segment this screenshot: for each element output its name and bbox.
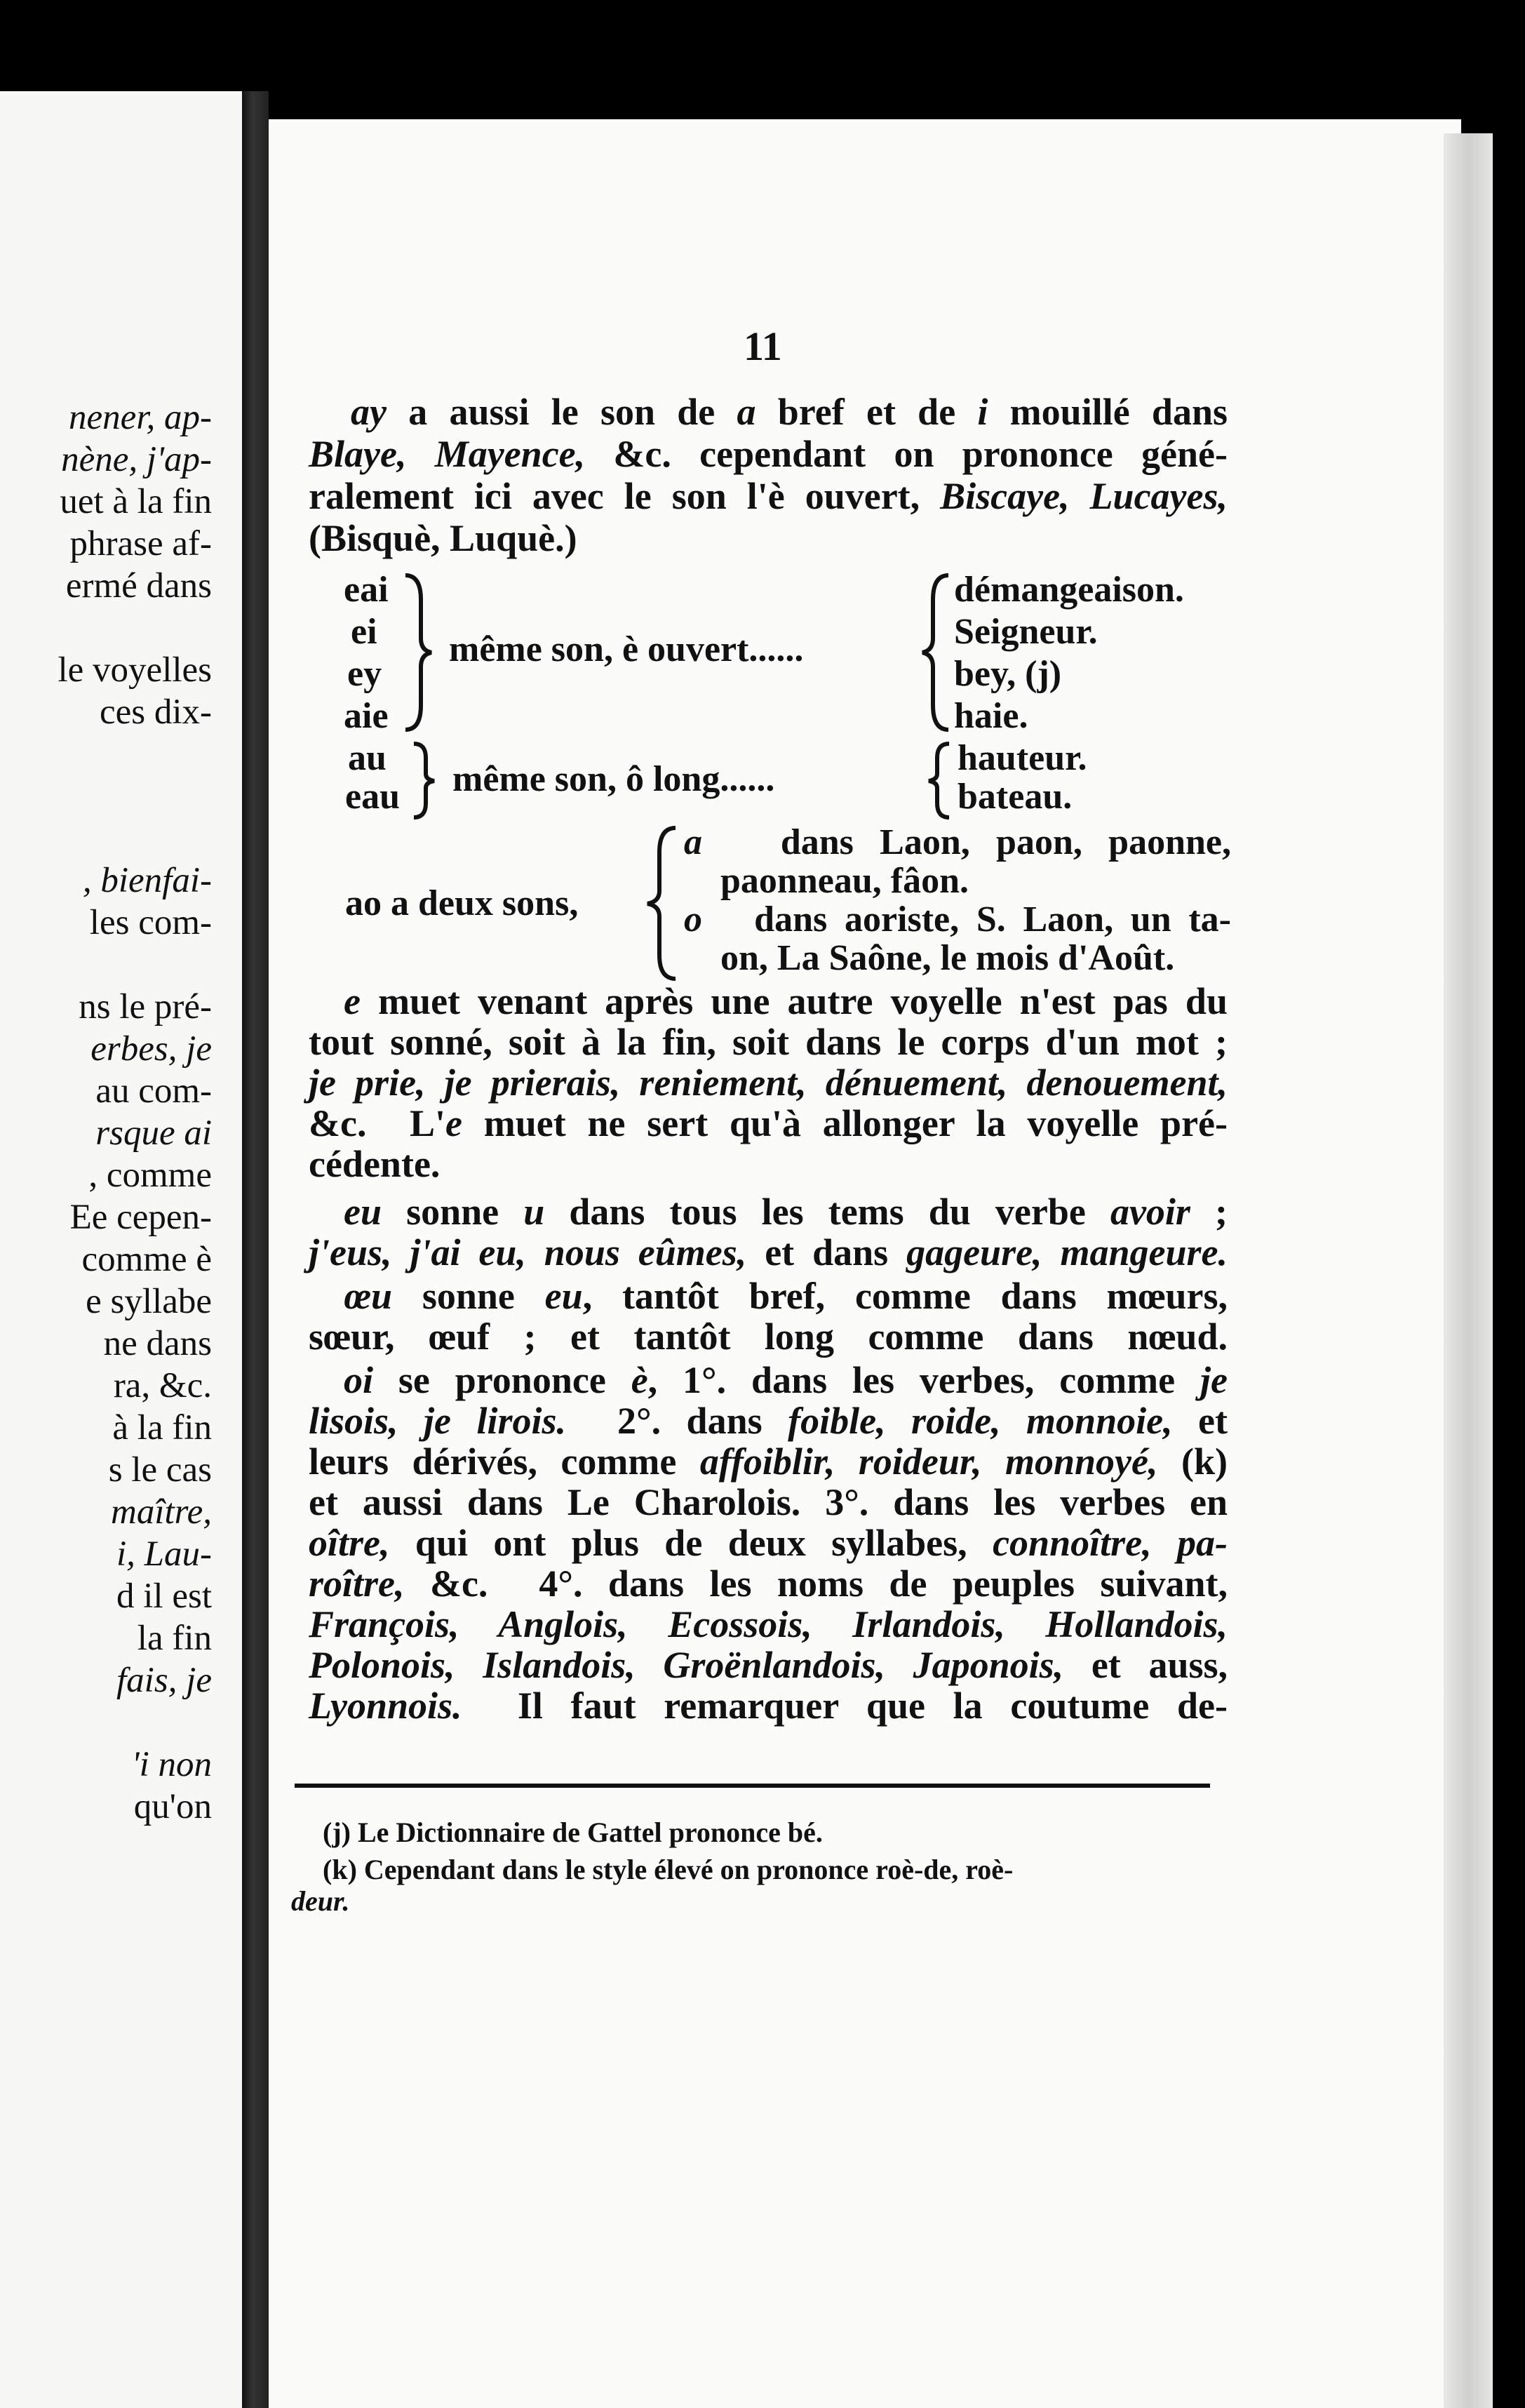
group2-left-item: au [348, 738, 387, 778]
body-line: tout sonné, soit à la fin, soit dans le corps d'un mot ; [309, 1021, 1228, 1063]
text-line-1: ay a aussi le son de a bref et de i mouillé dans [351, 391, 1228, 433]
group2-middle: même son, ô long...... [452, 759, 775, 799]
right-brace-2 [410, 740, 438, 821]
left-page-line: phrase af- [69, 524, 212, 563]
body-line: roître, &c. 4°. dans les noms de peuples suivant, [309, 1563, 1228, 1605]
left-page-line: comme è [81, 1240, 212, 1279]
left-page-line: , comme [88, 1156, 212, 1195]
left-page-line: au com- [95, 1071, 212, 1111]
group3-right-line-3: o dans aoriste, S. Laon, un ta- [684, 899, 1231, 939]
left-page-line: nène, j'ap- [61, 440, 212, 479]
group3-right-line-2: paonneau, fâon. [720, 861, 969, 901]
left-page-line: e syllabe [86, 1282, 212, 1321]
page-number: 11 [744, 323, 782, 369]
group2-right-item: bateau. [958, 777, 1073, 817]
group3-right-line-4: on, La Saône, le mois d'Août. [720, 938, 1175, 978]
body-line: Lyonnois. Il faut remarquer que la coutume de- [309, 1685, 1228, 1727]
body-line: oi se prononce è, 1°. dans les verbes, comme je [344, 1359, 1228, 1401]
left-page-line: , bienfai- [82, 861, 212, 900]
left-page-line: à la fin [112, 1408, 212, 1447]
body-line: lisois, je lirois. 2°. dans foible, roide, monnoie, et [309, 1400, 1228, 1442]
group2-right-item: hauteur. [958, 738, 1087, 778]
left-page-line: fais, je [116, 1661, 212, 1700]
group1-middle: même son, è ouvert...... [449, 629, 804, 669]
group1-left-item: ei [351, 612, 377, 652]
left-brace-3 [642, 824, 680, 982]
footnote-rule [295, 1784, 1210, 1788]
body-line: François, Anglois, Ecossois, Irlandois, Hollandois, [309, 1603, 1228, 1645]
left-page-line: nener, ap- [69, 398, 212, 437]
text-line-4: (Bisquè, Luquè.) [309, 517, 577, 559]
left-page-line: 'i non [131, 1745, 212, 1784]
left-brace-2 [925, 740, 953, 821]
footnote-k: (k) Cependant dans le style élevé on prononce roè-de, roè- [323, 1854, 1014, 1885]
body-line: je prie, je prierais, reniement, dénuement, denouement, [309, 1062, 1228, 1104]
left-page-line: ne dans [103, 1324, 212, 1363]
left-page-line: maître, [110, 1492, 212, 1532]
text-line-2: Blaye, Mayence, &c. cependant on prononce géné- [309, 433, 1228, 475]
page-edge [1444, 133, 1493, 2408]
footnote-k-continued: deur. [291, 1885, 350, 1917]
book-gutter [242, 91, 269, 2408]
left-page-line: qu'on [133, 1787, 212, 1826]
right-brace-1 [400, 572, 435, 733]
group3-left: ao a deux sons, [345, 883, 579, 923]
text-line-3: ralement ici avec le son l'è ouvert, Biscaye, Lucayes, [309, 475, 1228, 517]
group1-right-item: Seigneur. [954, 612, 1098, 652]
body-line: cédente. [309, 1143, 441, 1185]
body-line: j'eus, j'ai eu, nous eûmes, et dans gageure, mangeure. [309, 1231, 1228, 1273]
body-line: &c. L'e muet ne sert qu'à allonger la voyelle pré- [309, 1102, 1228, 1144]
group1-right-item: démangeaison. [954, 570, 1184, 610]
left-page-line: d il est [116, 1577, 212, 1616]
body-line: sœur, œuf ; et tantôt long comme dans nœud. [309, 1316, 1228, 1358]
left-page-line: i, Lau- [116, 1534, 212, 1574]
body-line: Polonois, Islandois, Groënlandois, Japonois, et auss, [309, 1644, 1228, 1686]
group1-left-item: aie [344, 696, 389, 736]
left-page-line: rsque ai [95, 1113, 212, 1153]
left-page-line: ermé dans [65, 566, 212, 606]
group1-left-item: ey [347, 654, 382, 694]
left-page-line: le voyelles [58, 650, 212, 690]
left-page-line: ns le pré- [79, 987, 212, 1026]
group1-right-item: bey, (j) [954, 654, 1062, 694]
body-line: œu sonne eu, tantôt bref, comme dans mœurs, [344, 1275, 1228, 1317]
left-page-line: erbes, je [90, 1029, 212, 1069]
left-page-line: les com- [89, 903, 212, 942]
left-page-line: ra, &c. [113, 1366, 212, 1405]
body-line: et aussi dans Le Charolois. 3°. dans les verbes en [309, 1481, 1228, 1523]
group1-left-item: eai [344, 570, 389, 610]
group3-right-line-1: a dans Laon, paon, paonne, [684, 822, 1231, 862]
body-line: leurs dérivés, comme affoiblir, roideur, monnoyé, (k) [309, 1440, 1228, 1483]
footnote-j: (j) Le Dictionnaire de Gattel prononce bé. [323, 1817, 823, 1848]
left-page-line: s le cas [108, 1450, 212, 1490]
left-page-line: ces dix- [99, 693, 212, 732]
left-page-line: Ee cepen- [69, 1198, 212, 1237]
left-page-line: uet à la fin [60, 482, 212, 521]
left-page [0, 91, 242, 2408]
group1-right-item: haie. [954, 696, 1028, 736]
body-line: e muet venant après une autre voyelle n'est pas du [344, 980, 1228, 1022]
left-page-line: la fin [137, 1619, 212, 1658]
group2-left-item: eau [345, 777, 400, 817]
body-line: oître, qui ont plus de deux syllabes, connoître, pa- [309, 1522, 1228, 1564]
left-brace-1 [919, 572, 954, 733]
body-line: eu sonne u dans tous les tems du verbe avoir ; [344, 1191, 1228, 1233]
